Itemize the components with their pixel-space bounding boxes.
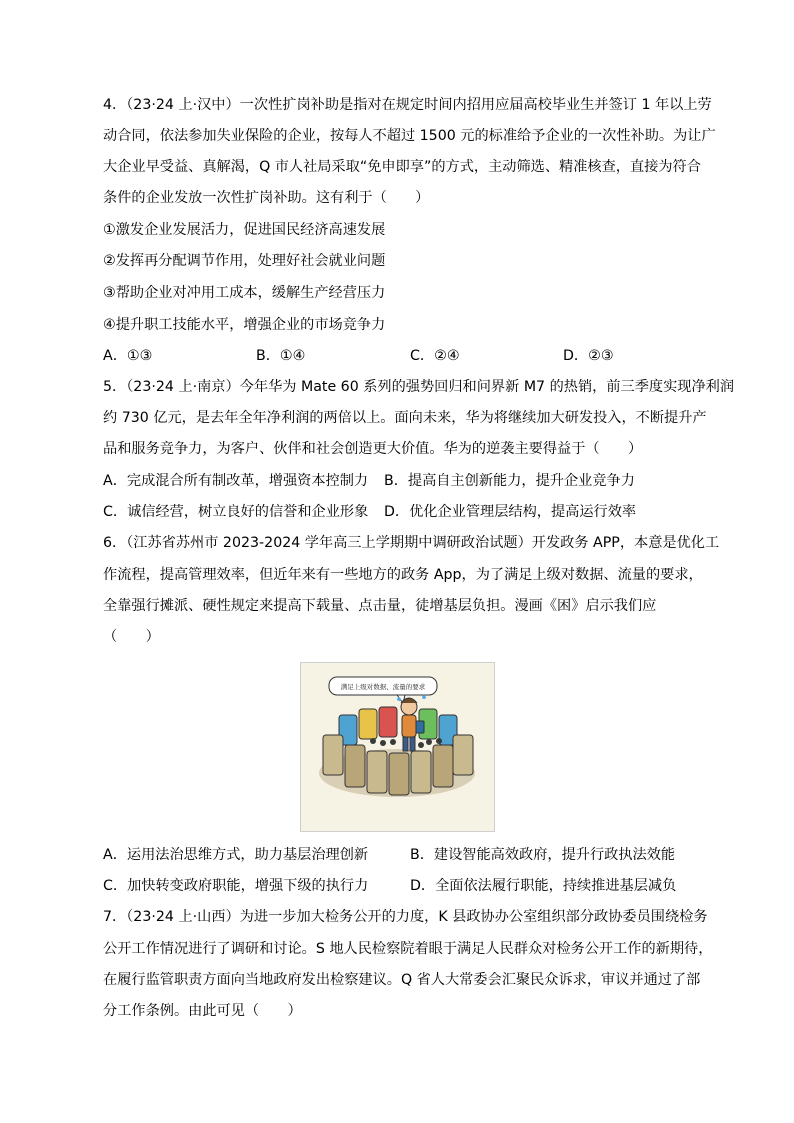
q6-stem-line: （ ） (103, 629, 160, 645)
q4-statement: ①激发企业发展活力，促进国民经济高速发展 (103, 222, 386, 238)
cartoon-caption: 满足上级对数据、流量的要求 (340, 683, 426, 691)
cartoon-image (300, 662, 495, 832)
q5-option-d: D．优化企业管理层结构，提高运行效率 (384, 504, 637, 520)
q5-option-a: A．完成混合所有制改革，增强资本控制力 (103, 473, 369, 489)
q6-option-a: A．运用法治思维方式，助力基层治理创新 (103, 847, 369, 863)
q6-option-b: B．建设智能高效政府，提升行政执法效能 (410, 847, 676, 863)
q4-statement: ④提升职工技能水平，增强企业的市场竞争力 (103, 317, 386, 333)
q4-option-a: A．①③ (103, 348, 153, 364)
q6-stem-line: 全靠强行摊派、硬性规定来提高下载量、点击量，徒增基层负担。漫画《困》启示我们应 (103, 598, 657, 614)
q4-stem-line: 动合同，依法参加失业保险的企业，按每人不超过 1500 元的标准给予企业的一次性补助。为让广 (103, 128, 716, 144)
q5-stem-line: 约 730 亿元，是去年全年净利润的两倍以上。面向未来，华为将继续加大研发投入，不断提升产 (103, 410, 707, 426)
q4-statement: ③帮助企业对冲用工成本，缓解生产经营压力 (103, 285, 386, 301)
q6-stem-line: 6．（江苏省苏州市 2023-2024 学年高三上学期期中调研政治试题）开发政务 APP，本意是优化工 (103, 535, 720, 551)
q5-stem-line: 5．（23·24 上·南京）今年华为 Mate 60 系列的强势回归和问界新 M7 的热销，前三季度实现净利润 (103, 379, 735, 395)
q4-stem-line: 大企业早受益、真解渴，Q 市人社局采取“免申即享”的方式，主动筛选、精准核查，直接为符合 (103, 159, 701, 175)
q4-stem-line: 4．（23·24 上·汉中）一次性扩岗补助是指对在规定时间内招用应届高校毕业生并签订 1 年以上劳 (103, 97, 712, 113)
q4-stem-line: 条件的企业发放一次性扩岗补助。这有利于（ ） (103, 190, 430, 206)
q7-stem-line: 在履行监管职责方面向当地政府发出检察建议。Q 省人大常委会汇聚民众诉求，审议并通过了部 (103, 972, 701, 988)
q4-statement: ②发挥再分配调节作用，处理好社会就业问题 (103, 253, 386, 269)
q5-stem-line: 品和服务竞争力，为客户、伙伴和社会创造更大价值。华为的逆袭主要得益于（ ） (103, 441, 643, 457)
q4-option-b: B．①④ (256, 348, 306, 364)
q7-stem-line: 分工作条例。由此可见（ ） (103, 1003, 302, 1019)
q5-option-c: C．诚信经营，树立良好的信誉和企业形象 (103, 504, 369, 520)
q6-option-c: C．加快转变政府职能，增强下级的执行力 (103, 878, 369, 894)
q5-option-b: B．提高自主创新能力，提升企业竞争力 (384, 473, 635, 489)
q7-stem-line: 公开工作情况进行了调研和讨论。S 地人民检察院着眼于满足人民群众对检务公开工作的新期待， (103, 941, 713, 957)
q6-stem-line: 作流程，提高管理效率，但近年来有一些地方的政务 App，为了满足上级对数据、流量的要求， (103, 567, 703, 583)
q4-option-c: C．②④ (410, 348, 460, 364)
q7-stem-line: 7．（23·24 上·山西）为进一步加大检务公开的力度，K 县政协办公室组织部分政协委员围绕检务 (103, 909, 708, 925)
q6-option-d: D．全面依法履行职能，持续推进基层减负 (410, 878, 677, 894)
q4-option-d: D．②③ (563, 348, 614, 364)
